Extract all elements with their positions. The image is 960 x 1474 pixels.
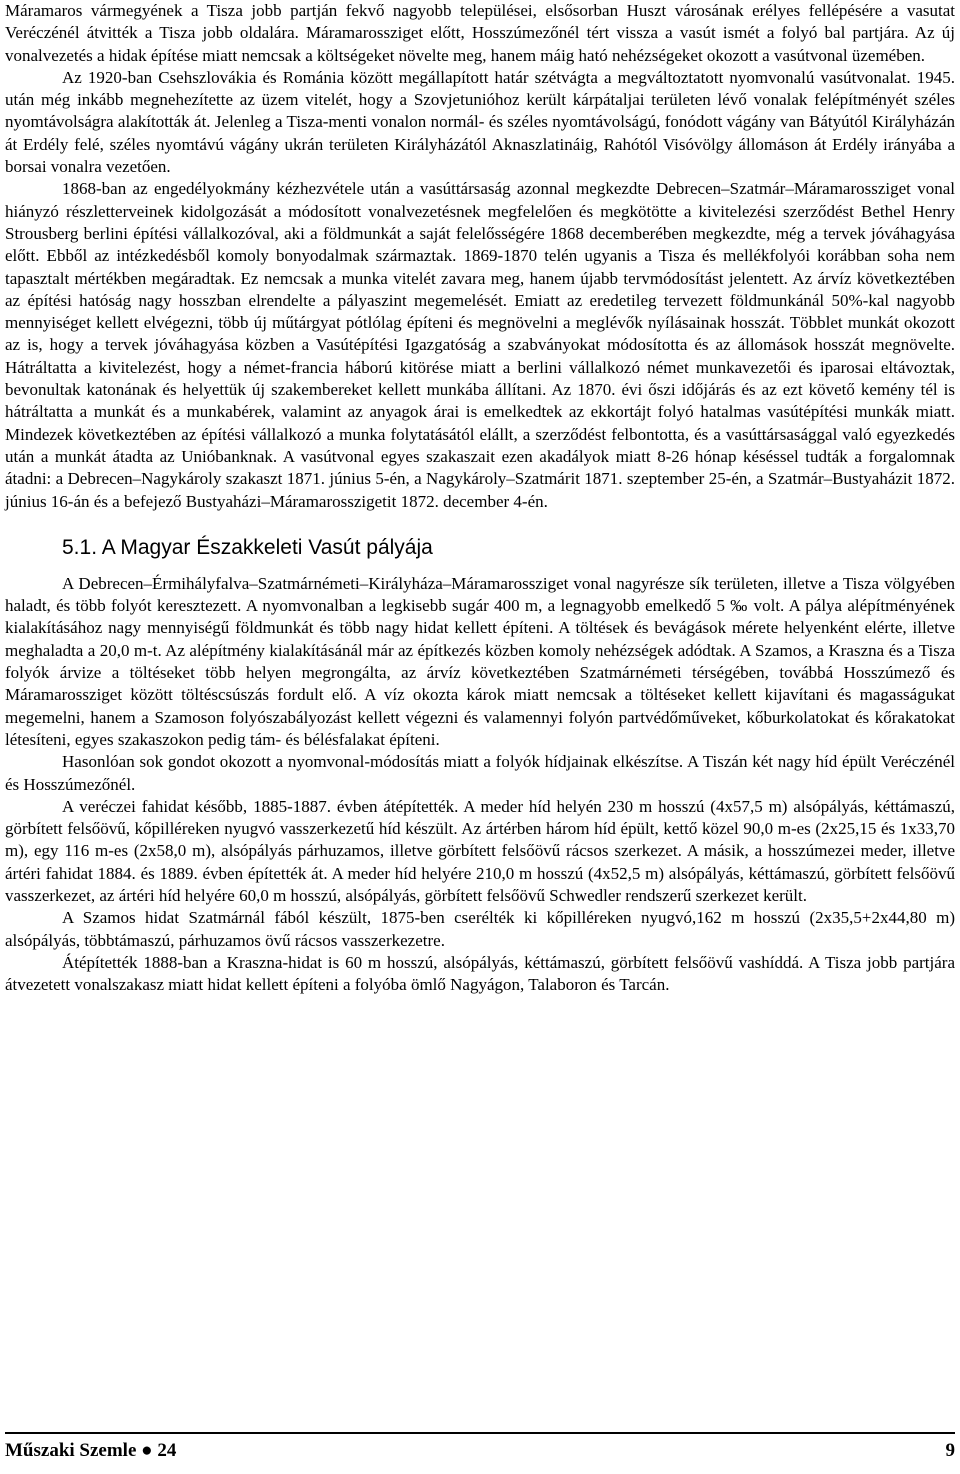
- journal-info: [5, 1440, 176, 1462]
- page-body: [5, 0, 955, 996]
- paragraph: Az 1920-ban Csehszlovákia és Románia között megállapított határ szétvágta a megváltoztatott nyomvonalú vasútvonalat. 1945. után még inkább megnehezítette az üzem vitelét, hogy a Szovjetunióhoz került kárpátaljai területen lévő vonalak felépítményét széles nyomtávolságra alakították át. Jelenleg a Tisza-menti vonalon normál- és széles nyomtávolságú, fonódott vágány van Bátyútól Királyházán át Erdély felé, széles nyomtávú vágány ukrán területen Királyházától Aknaszlatináig, Rahótól Visóvölgy állomáson át Erdély irányába a borsai vonalra vezetően.: [5, 67, 955, 177]
- page-footer: [5, 1432, 955, 1462]
- journal-name: Műszaki Szemle: [5, 1440, 137, 1461]
- page-number: 9: [945, 1440, 955, 1461]
- paragraph: A Debrecen–Érmihályfalva–Szatmárnémeti–Királyháza–Máramarossziget vonal nagyrésze sík területen, illetve a Tisza völgyében haladt, és több folyót keresztezett. A nyomvonalban a legkisebb sugár 400 m, a legnagyobb emelkedő 5 ‰ volt. A pálya alépítményének kialakításához nagy mennyiségű földmunkát és több nagy hidat kellett építeni. A töltések és bevágások mérete helyenként elérte, illetve meghaladta a 20,0 m-t. Az alépítmény kialakításánál már az építkezés közben komoly nehézségek adódtak. A Szamos, a Kraszna és a Tisza folyók árvize a töltéseket több helyen megrongálta, az árvíz következtében Szatmárnémeti térségében, továbbá Hosszúmező és Máramarossziget között töltéscsúszás fordult elő. A víz okozta károk miatt nemcsak a töltéseket kellett kijavítani és magasságukat megemelni, hanem a Szamoson folyószabályozást kellett végezni és valamennyi folyón partvédőműveket, kőburkolatokat és kőrakatokat létesíteni, egyes szakaszokon pedig tám- és bélésfalakat építeni.: [5, 573, 955, 749]
- paragraph: A Szamos hidat Szatmárnál fából készült, 1875-ben cserélték ki kőpilléreken nyugvó,162 m hosszú (2x35,5+2x44,80 m) alsópályás, többtámaszú, párhuzamos övű rácsos vasszerkezetre.: [5, 908, 955, 950]
- paragraph: 1868-ban az engedélyokmány kézhezvétele után a vasúttársaság azonnal megkezdte Debrecen–Szatmár–Máramarossziget vonal hiányzó részletterveinek kidolgozását a módosított vonalvezetésnek megfelelően és megkötötte a kivitelezési szerződést Bethel Henry Strousberg berlini építési vállalkozóval, aki a földmunkát a saját felelősségére 1868 decemberében megkezdte, még a tervek jóváhagyása előtt. Ebből az intézkedésből komoly bonyodalmak származtak. 1869-1870 telén ugyanis a Tisza és mellékfolyói korábban soha nem tapasztalt mértékben megáradtak. Ez nemcsak a munka vitelét zavara meg, hanem újabb tervmódosítást jelentett. Az árvíz következtében az építési hatóság nagy hosszban elrendelte a pályaszint megemelését. Emiatt az eredetileg tervezett földmunkánál 50%-kal nagyobb mennyiséget kellett elvégezni, több új műtárgyat pótlólag építeni és megnövelni a meglévők nyílásainak hosszát. Többlet munkát okozott az is, hogy a tervek jóváhagyása közben a Vasútépítési Igazgatóság a szabványokat módosította és az állomások hosszát megnövelte. Hátráltatta a kivitelezést, hogy a német-francia háború kitörése miatt a berlini vállalkozó német munkavezetői és iparosai eltávoztak, bevonultak katonának és helyettük új szakembereket kellett munkába állítani. Az 1870. évi őszi időjárás és az ezt követő kemény tél is hátráltatta a munkát és a munkabérek, valamint az anyagok árai is emelkedtek az ekkortájt folyó hatalmas vasútépítési munkák miatt. Mindezek következtében az építési vállalkozó a munka folytatásától elállt, a szerződést felbontotta, és a vasúttársasággal való egyezkedés után a munkát átadta az Unióbanknak. A vasútvonal egyes szakaszait ezen akadályok miatt 8-26 hónap késéssel tudták a forgalomnak átadni: a Debrecen–Nagykároly szakaszt 1871. június 5-én, a Nagykároly–Szatmárit 1871. szeptember 25-én, a Szatmár–Bustyaházit 1872. június 16-án és a befejező Bustyaházi–Máramarosszigetit 1872. december 4-én.: [5, 179, 955, 511]
- section-heading: 5.1. A Magyar Északkeleti Vasút pályája: [62, 535, 433, 559]
- bullet-icon: ●: [141, 1440, 153, 1461]
- paragraph: A veréczei fahidat később, 1885-1887. évben átépítették. A meder híd helyén 230 m hosszú (4x57,5 m) alsópályás, kéttámaszú, görbített felsőövű, kőpilléreken nyugvó vasszerkezetű híd készült. Az ártérben három híd épült, kettő közel 90,0 m-es (2x25,15 és 1x33,70 m), egy 116 m-es (2x58,0 m), alsópályás párhuzamos, illetve görbített felsőövű rácsos szerkezet. A másik, a hosszúmezei meder, illetve ártéri fahidat 1884. és 1889. évben építették át. A meder híd helyére 210,0 m hosszú (4x52,5 m) alsópályás, kéttámaszú, görbített felsőövű vasszerkezet, az ártéri híd helyére 60,0 m hosszú, alsópályás, görbített felsőövű Schwedler rendszerű szerkezet került.: [5, 796, 955, 905]
- issue-number: 24: [157, 1440, 177, 1461]
- paragraph: Máramaros vármegyének a Tisza jobb partján fekvő nagyobb települései, elsősorban Huszt városának erélyes fellépésére a vasutat Veréczénél átvitték a Tisza jobb oldalára. Máramarossziget előtt, Hosszúmezőnél tért vissza a vasút ismét a folyó bal partjára. Az új vonalvezetés a hidak építése miatt nemcsak a költségeket növelte meg, hanem máig ható nehézségeket okozott a vasútvonal üzemében.: [5, 1, 955, 65]
- paragraph: Átépítették 1888-ban a Kraszna-hidat is 60 m hosszú, alsópályás, kéttámaszú, görbített felsőövű vashíddá. A Tisza jobb partjára átvezetett vonalszakasz miatt hidat kellett építeni a folyóba ömlő Nagyágon, Talaboron és Tarcán.: [5, 952, 955, 995]
- paragraph: Hasonlóan sok gondot okozott a nyomvonal-módosítás miatt a folyók hídjainak elkészítse. A Tiszán két nagy híd épült Veréczénél és Hosszúmezőnél.: [5, 752, 955, 794]
